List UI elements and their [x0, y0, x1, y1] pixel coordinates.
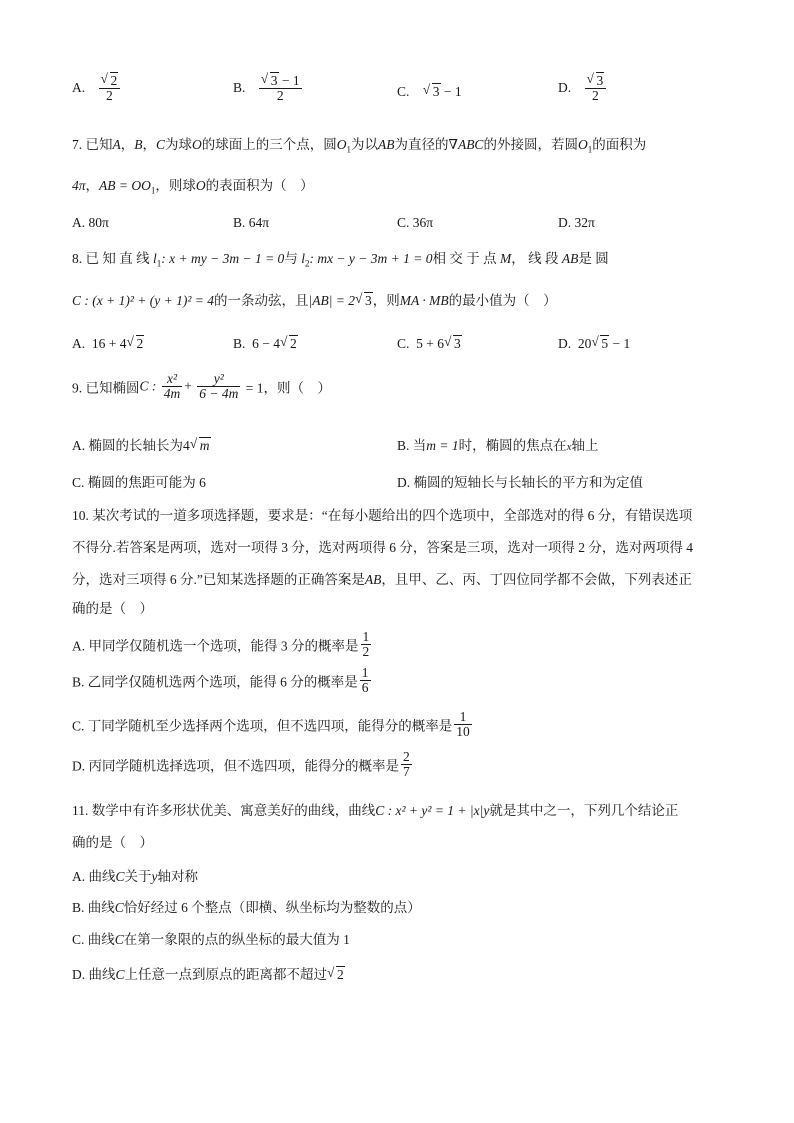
fraction: $\frac{2}{7}$	[403, 749, 410, 780]
q11-option-c: C. 曲线C在第一象限的点的纵坐标的最大值为 1	[72, 932, 350, 947]
fraction: √ $\frac{2}{2}$	[99, 74, 121, 103]
sqrt: √ 2	[127, 333, 145, 355]
option-letter: B.	[233, 79, 246, 95]
sqrt: √ 3	[587, 74, 605, 88]
q9-option-b: B. 当m = 1时，椭圆的焦点在x轴上	[397, 438, 599, 453]
option-letter: A.	[72, 79, 86, 95]
sqrt: √ 3	[355, 290, 373, 312]
q11-stem-line1: 11. 数学中有许多形状优美、寓意美好的曲线，曲线C : x² + y² = 1 + |x|y就是其中之一，下列几个结论正	[72, 803, 679, 818]
q6-option-a	[72, 74, 122, 103]
q10-option-d: D. 丙同学随机选择选项，但不选四项，能得分的概率是 $\frac{2}{7}$	[72, 749, 410, 780]
q8-option-d: D. 20√ 5 − 1	[558, 333, 630, 355]
fraction: √ $\frac{3 - 1}{2}$	[259, 74, 302, 103]
q7-option-a: A. 80π	[72, 215, 109, 230]
q9-option-d: D. 椭圆的短轴长与长轴长的平方和为定值	[397, 475, 643, 490]
q8-stem-line2: C : (x + 1)² + (y + 1)² = 4的一条动弦，且|AB| = 2√ 3，则MA · MB的最小值为（ ）	[72, 290, 557, 312]
sqrt: √ 2	[327, 964, 345, 986]
q10-option-c: C. 丁同学随机至少选择两个选项，但不选四项，能得分的概率是 $\frac{1}{10}$	[72, 709, 470, 740]
q11-option-a: A. 曲线C关于y轴对称	[72, 869, 199, 884]
q6-option-c: C. √ 3 − 1	[397, 84, 462, 100]
q7-stem-line2: 4π，AB = $OO_1$，则球O的表面积为（ ）	[72, 178, 314, 196]
fraction: $\frac{1}{6}$	[361, 665, 369, 696]
sqrt: √ 3	[261, 74, 279, 88]
fraction: $\frac{\text{x²}}{4m}$	[163, 371, 181, 402]
fraction: $\frac{1}{10}$	[456, 709, 470, 740]
q10-option-b: B. 乙同学仅随机选两个选项，能得 6 分的概率是 $\frac{1}{6}$	[72, 665, 369, 696]
q7-option-d: D. 32π	[558, 215, 595, 230]
q6-option-b	[233, 74, 304, 103]
q8-option-b: B. 6 − 4√ 2	[233, 333, 298, 355]
sqrt: √ m	[190, 435, 211, 457]
sqrt: √ 5	[591, 333, 609, 355]
q10-option-a: A. 甲同学仅随机选一个选项，能得 3 分的概率是 $\frac{1}{2}$	[72, 629, 370, 660]
option-letter: C.	[397, 84, 410, 99]
q9-option-c: C. 椭圆的焦距可能为 6	[72, 475, 206, 490]
fraction: $\frac{\text{y²}}{6 - 4m}$	[199, 371, 239, 402]
fraction: √ $\frac{3}{2}$	[585, 74, 607, 103]
q10-stem-line2: 不得分.若答案是两项，选对一项得 3 分，选对两项得 6 分，答案是三项，选对一项得 2 分，选对两项得 4	[72, 540, 693, 555]
q9-stem: 9. 已知椭圆C : $\frac{\text{x²}}{4m}$ + $\frac{\text{y²}}{6 - 4m}$ = 1，则（ ）	[72, 371, 331, 402]
sqrt: √ 3	[444, 333, 462, 355]
q11-option-d: D. 曲线C上任意一点到原点的距离都不超过√ 2	[72, 964, 345, 986]
sqrt: √ 2	[280, 333, 298, 355]
q7-option-c: C. 36π	[397, 215, 434, 230]
q6-option-d	[558, 74, 608, 103]
q9-option-a: A. 椭圆的长轴长为4√ m	[72, 435, 211, 457]
sqrt: √ 3	[423, 84, 441, 100]
q11-stem-line2: 确的是（ ）	[72, 835, 153, 850]
q10-stem-line1: 10. 某次考试的一道多项选择题，要求是：“在每小题给出的四个选项中，全部选对的得 6 分，有错误选项	[72, 508, 693, 523]
fraction: $\frac{1}{2}$	[362, 629, 370, 660]
q11-option-b: B. 曲线C恰好经过 6 个整点（即横、纵坐标均为整数的点）	[72, 900, 421, 915]
option-letter: D.	[558, 79, 572, 95]
q7-stem-line1: 7. 已知A，B，C为球O的球面上的三个点，圆$O_1$为以AB为直径的∇ABC的外接圆，若圆$O_1$的面积为	[72, 137, 647, 155]
q8-stem-line1: 8. 已 知 直 线 $l_1$: x + my − 3m − 1 = 0与 $l_2$: mx − y − 3m + 1 = 0相 交 于 点 M， 线 段 AB是 圆	[72, 251, 609, 269]
q8-option-c: C. 5 + 6√ 3	[397, 333, 462, 355]
q7-option-b: B. 64π	[233, 215, 270, 230]
sqrt: √ 2	[101, 74, 119, 88]
q10-stem-line3: 分，选对三项得 6 分.”已知某选择题的正确答案是AB，且甲、乙、丙、丁四位同学都不会做，下列表述正	[72, 572, 692, 587]
q8-option-a: A. 16 + 4√ 2	[72, 333, 144, 355]
q10-stem-line4: 确的是（ ）	[72, 601, 153, 616]
